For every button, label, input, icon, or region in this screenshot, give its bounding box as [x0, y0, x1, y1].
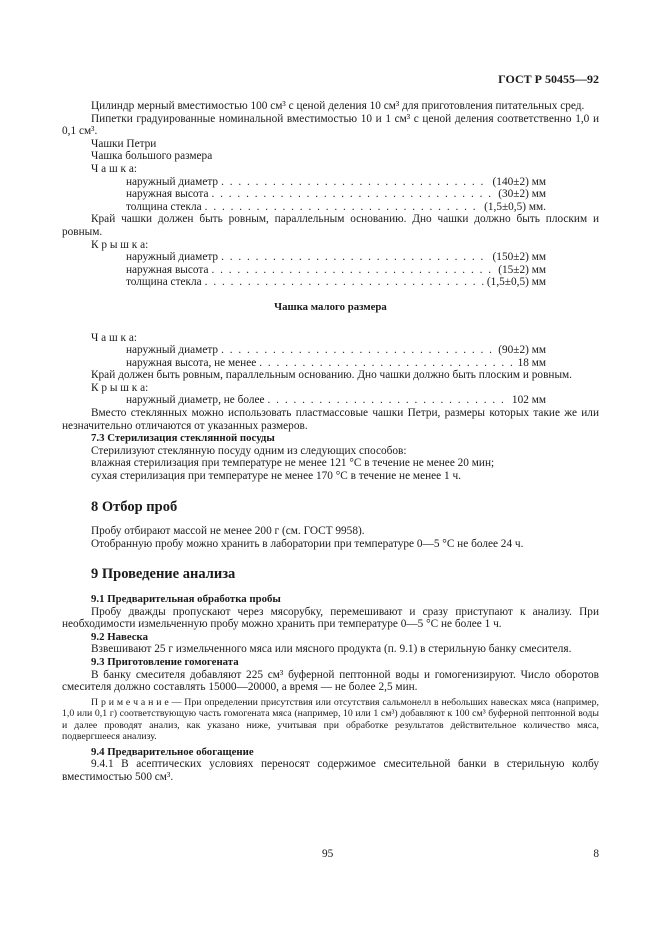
spec-row: [62, 188, 546, 201]
spec-value: (15±2) мм: [498, 263, 546, 276]
paragraph-petri: Чашки Петри: [91, 137, 157, 150]
spec-row: [62, 394, 546, 407]
spec-label: наружный диаметр: [126, 175, 219, 188]
heading-7-3: 7.3 Стерилизация стеклянной посуды: [91, 432, 275, 445]
note-text: — При определении присутствия или отсутствия сальмонелл в небольших навесках мяса (например, 1,0 или 0,1 г) соответствующую часть гомогената мяса (например, 10 или 1 см³) добавляют к 100 см³ буферной пептонной воды и далее проводят анализ, как указано ниже, учитывая при обработке результатов действительное количество мяса, подвергшееся анализу.: [62, 696, 599, 743]
spec-value: 18 мм: [517, 356, 546, 369]
heading-9: 9 Проведение анализа: [91, 566, 236, 583]
label-cup: Ч а ш к а:: [91, 162, 137, 175]
paragraph-large-dish: Чашка большого размера: [91, 150, 213, 163]
spec-label: толщина стекла: [126, 276, 202, 289]
leader-dots: [221, 176, 489, 189]
spec-value: (30±2) мм: [498, 188, 546, 201]
paragraph-8-2: Отобранную пробу можно хранить в лаборатории при температуре 0—5 °С не более 24 ч.: [91, 537, 524, 550]
spec-label: наружная высота: [126, 188, 209, 201]
label-cup-small: Ч а ш к а:: [91, 331, 137, 344]
spec-value: (1,5±0,5) мм: [486, 276, 546, 289]
leader-dots: [259, 357, 514, 370]
note-label: П р и м е ч а н и е: [91, 696, 169, 708]
leader-dots: [221, 344, 495, 357]
label-lid-small: К р ы ш к а:: [91, 381, 149, 394]
paragraph-sterilization-2: влажная стерилизация при температуре не менее 121 °С в течение не менее 20 мин;: [91, 457, 495, 470]
spec-label: наружная высота: [126, 263, 209, 276]
spec-row: [62, 176, 546, 189]
leader-dots: [221, 251, 489, 264]
spec-row: [62, 251, 546, 264]
spec-label: наружный диаметр, не более: [126, 394, 265, 407]
spec-value: (90±2) мм: [498, 344, 546, 357]
heading-9-3: 9.3 Приготовление гомогената: [91, 655, 239, 668]
heading-9-2: 9.2 Навеска: [91, 630, 148, 643]
label-lid: К р ы ш к а:: [91, 238, 149, 251]
spec-row: [62, 344, 546, 357]
spec-label: наружный диаметр: [126, 251, 219, 264]
leader-dots: [211, 188, 495, 201]
paragraph-pipettes: Пипетки градуированные номинальной вместимостью 10 и 1 см³ с ценой деления соответственно 1,0 и 0,1 см³.: [62, 112, 599, 138]
spec-value: (150±2) мм: [492, 251, 546, 264]
subheading-small-dish: Чашка малого размера: [274, 300, 387, 313]
heading-8: 8 Отбор проб: [91, 498, 178, 515]
spec-value: (1,5±0,5) мм.: [484, 200, 546, 213]
page-content: [62, 100, 599, 784]
paragraph-cylinder: Цилиндр мерный вместимостью 100 см³ с ценой деления 10 см³ для приготовления питательных сред.: [91, 100, 585, 112]
spec-label: наружная высота, не менее: [126, 356, 257, 369]
spec-row: [62, 276, 546, 289]
heading-9-1: 9.1 Предварительная обработка пробы: [91, 593, 281, 605]
paragraph-9-3: В банку смесителя добавляют 225 см³ буферной пептонной воды и гомогенизируют. Число оборотов смесителя должно составлять 15000—20000, а время — не более 2,5 мин.: [62, 668, 599, 694]
leader-dots: [211, 264, 495, 277]
leader-dots: [205, 276, 484, 289]
spec-row: [62, 357, 546, 370]
spec-row: [62, 201, 546, 214]
paragraph-small-edge: Край должен быть ровным, параллельным основанию. Дно чашки должно быть плоским и ровным.: [91, 369, 573, 382]
paragraph-9-1: Пробу дважды пропускают через мясорубку, перемешивают и сразу приступают к анализу. При необходимости измельченную пробу можно хранить при температуре 0—5 °С не более 1 ч.: [62, 605, 599, 631]
spec-value: 102 мм: [511, 394, 546, 407]
paragraph-9-4-1: 9.4.1 В асептических условиях переносят содержимое смесительной банки в стерильную колбу вместимостью 500 см³.: [62, 758, 599, 783]
standard-header: ГОСТ Р 50455—92: [498, 72, 599, 86]
heading-9-4: 9.4 Предварительное обогащение: [91, 745, 254, 758]
paragraph-sterilization-3: сухая стерилизация при температуре не менее 170 °С в течение не менее 1 ч.: [91, 470, 461, 483]
paragraph-sterilization-1: Стерилизуют стеклянную посуду одним из следующих способов:: [91, 444, 407, 457]
paragraph-8-1: Пробу отбирают массой не менее 200 г (см. ГОСТ 9958).: [91, 525, 365, 538]
spec-label: толщина стекла: [126, 200, 202, 213]
page-number: 95: [322, 848, 334, 860]
paragraph-large-edge: Край чашки должен быть ровным, параллельным основанию. Дно чашки должно быть плоским и ровным.: [62, 213, 599, 238]
leader-dots: [268, 394, 509, 407]
spec-row: [62, 264, 546, 277]
note: [62, 697, 599, 743]
paragraph-plastic: Вместо стеклянных можно использовать пластмассовые чашки Петри, размеры которых такие же или незначительно отличаются от указанных размеров.: [62, 407, 599, 432]
spec-value: (140±2) мм: [492, 175, 546, 188]
sheet-number: 8: [593, 848, 599, 860]
spec-label: наружный диаметр: [126, 344, 219, 357]
paragraph-9-2: Взвешивают 25 г измельченного мяса или мясного продукта (п. 9.1) в стерильную банку смесителя.: [91, 643, 572, 656]
leader-dots: [205, 201, 481, 214]
